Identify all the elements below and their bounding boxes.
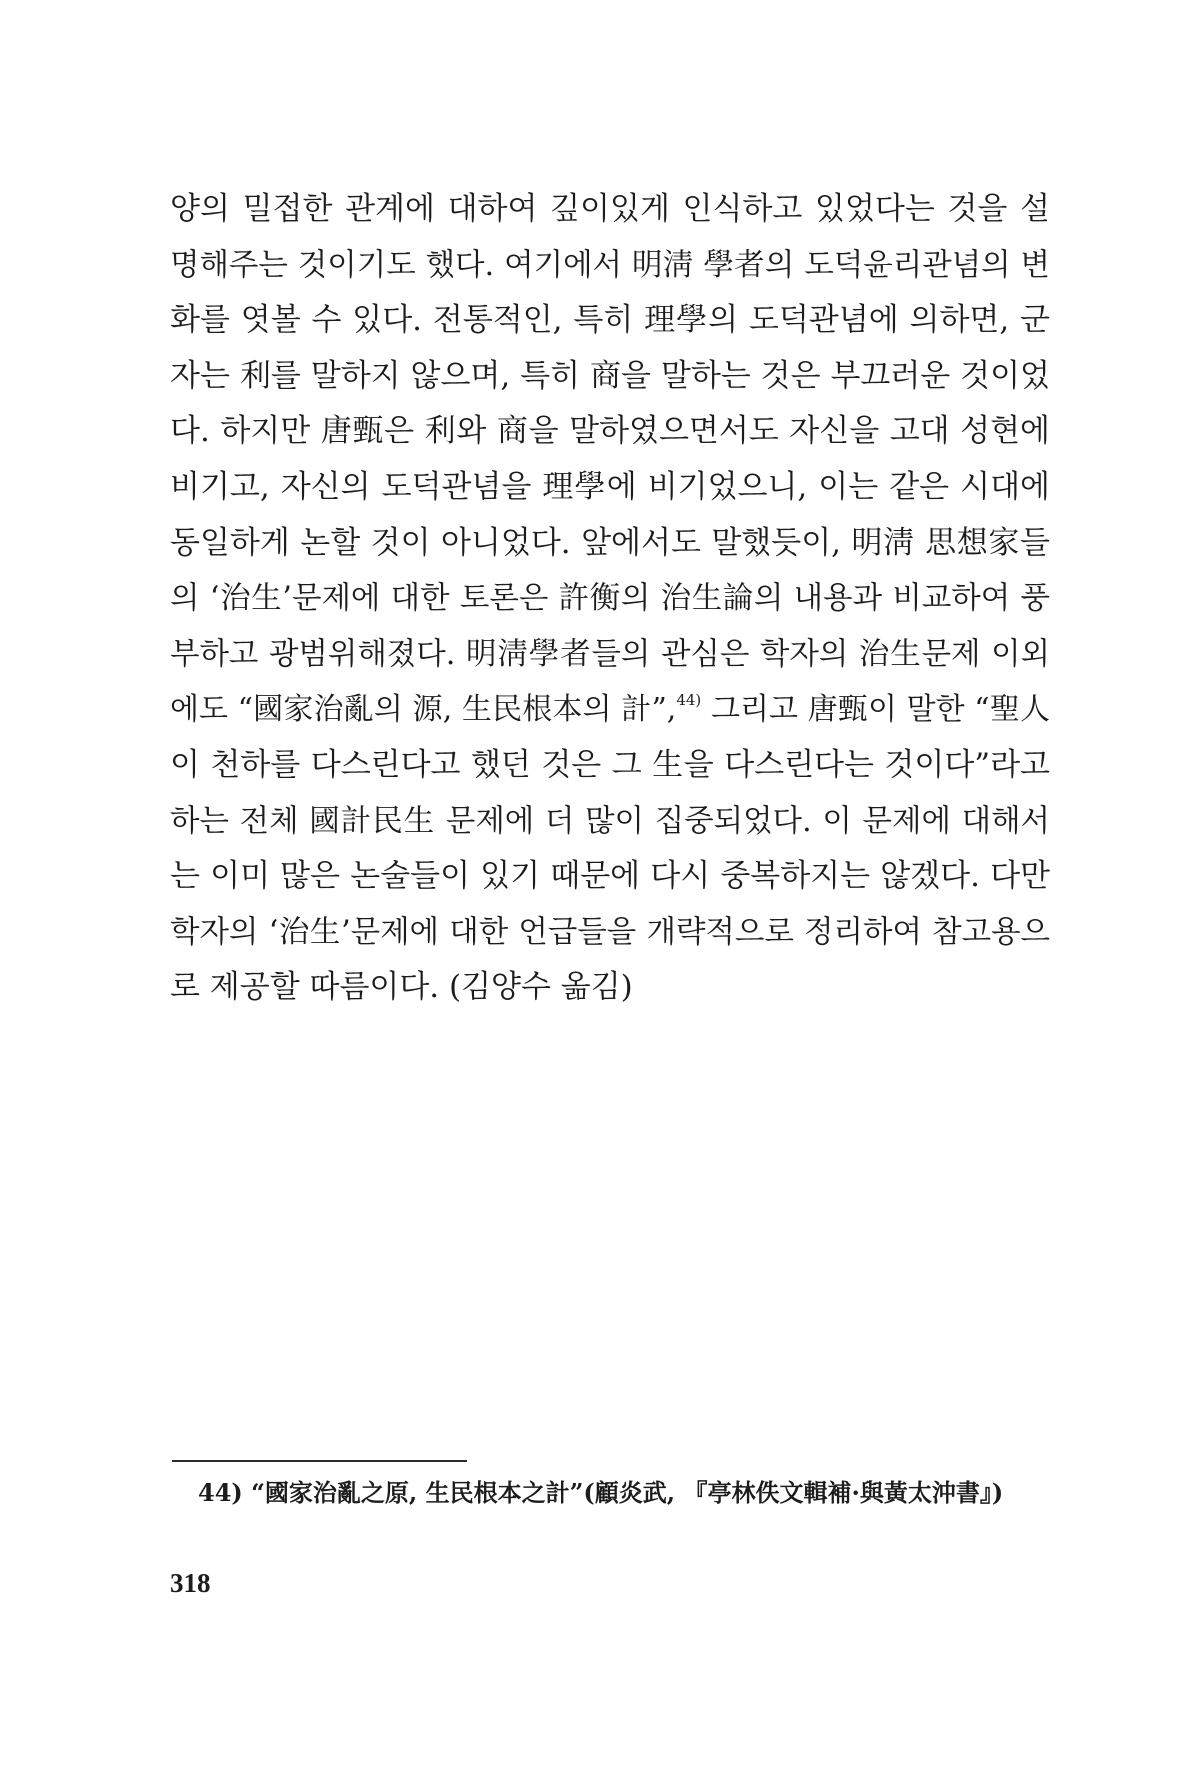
text-line-12: 하는 전체 國計民生 문제에 더 많이 집중되었다. 이 문제에 대해서	[170, 803, 1050, 839]
footnote-divider	[172, 1460, 467, 1462]
text-line-13: 는 이미 많은 논술들이 있기 때문에 다시 중복하지는 않겠다. 다만	[170, 858, 1050, 895]
text-line-2: 명해주는 것이기도 했다. 여기에서 明淸 學者의 도덕윤리관념의 변	[170, 247, 1050, 283]
text-line-4: 자는 利를 말하지 않으며, 특히 商을 말하는 것은 부끄러운 것이었	[170, 357, 1050, 394]
text-line-5: 다. 하지만 唐甄은 利와 商을 말하였으면서도 자신을 고대 성현에	[170, 413, 1050, 450]
text-line-10	[170, 682, 1050, 738]
text-line-11: 이 천하를 다스린다고 했던 것은 그 生을 다스린다는 것이다”라고	[170, 746, 1050, 783]
text-line-15: 로 제공할 따름이다. (김양수 옮김)	[170, 969, 633, 1006]
text-line-10-head: 에도 “國家治亂의 源, 生民根本의 計”,	[170, 692, 677, 728]
text-line-6: 비기고, 자신의 도덕관념을 理學에 비기었으니, 이는 같은 시대에	[170, 468, 1050, 505]
body-text	[170, 182, 1050, 1016]
text-line-14: 학자의 ‘治生’문제에 대한 언급들을 개략적으로 정리하여 참고용으	[170, 914, 1050, 950]
text-line-3: 화를 엿볼 수 있다. 전통적인, 특히 理學의 도덕관념에 의하면, 군	[170, 302, 1050, 339]
footnote-44: 44) “國家治亂之原, 生民根本之計”(顧炎武, 『亭林佚文輯補·與黃太沖書』)	[198, 1478, 1004, 1507]
footnote-reference[interactable]: 44)	[676, 691, 702, 710]
text-line-8: 의 ‘治生’문제에 대한 토론은 許衡의 治生論의 내용과 비교하여 풍	[170, 581, 1050, 617]
text-line-9: 부하고 광범위해졌다. 明淸學者들의 관심은 학자의 治生문제 이외	[170, 636, 1050, 672]
text-line-1: 양의 밀접한 관계에 대하여 깊이있게 인식하고 있었다는 것을 설	[170, 191, 1050, 227]
text-line-10-tail: 그리고 唐甄이 말한 “聖人	[701, 692, 1050, 728]
text-line-7: 동일하게 논할 것이 아니었다. 앞에서도 말했듯이, 明淸 思想家들	[170, 524, 1050, 561]
page-number: 318	[170, 1568, 211, 1598]
